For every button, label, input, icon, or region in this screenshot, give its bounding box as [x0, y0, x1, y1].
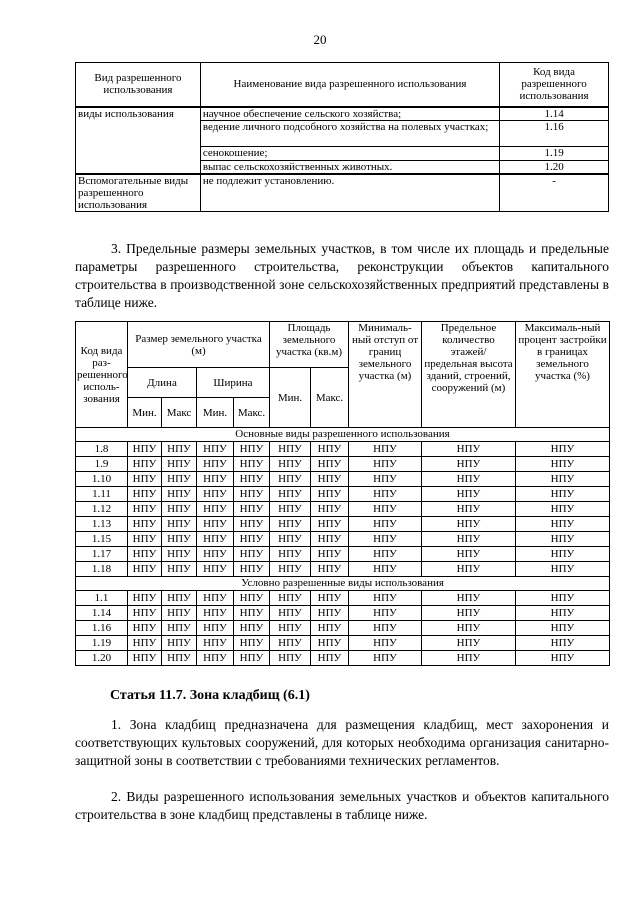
row-value: НПУ	[311, 562, 349, 577]
section-main: Основные виды разрешенного использования	[76, 428, 610, 442]
row-value: НПУ	[311, 472, 349, 487]
table-row	[76, 517, 610, 532]
row-value: НПУ	[422, 457, 516, 472]
row-value: НПУ	[270, 651, 311, 666]
row-value: НПУ	[234, 502, 270, 517]
row-value: НПУ	[270, 472, 311, 487]
row-value: НПУ	[270, 532, 311, 547]
row-value: НПУ	[516, 651, 610, 666]
section-conditional-rows	[76, 591, 610, 666]
row-value: НПУ	[311, 502, 349, 517]
row-value: НПУ	[349, 457, 422, 472]
row-value: НПУ	[349, 636, 422, 651]
table-row	[76, 562, 610, 577]
row-value: НПУ	[234, 591, 270, 606]
row-value: НПУ	[162, 621, 197, 636]
row-value: НПУ	[349, 487, 422, 502]
header-width: Ширина	[197, 368, 270, 398]
header-size: Размер земельного участка (м)	[128, 322, 270, 368]
table-row	[76, 472, 610, 487]
row-value: НПУ	[349, 621, 422, 636]
row-value: НПУ	[270, 606, 311, 621]
row-value: НПУ	[197, 591, 234, 606]
row-value: НПУ	[234, 547, 270, 562]
row-code: 1.11	[76, 487, 128, 502]
row-value: НПУ	[234, 457, 270, 472]
row-value: НПУ	[422, 502, 516, 517]
row-value: НПУ	[349, 442, 422, 457]
page-number: 20	[313, 32, 327, 47]
row-value: НПУ	[311, 547, 349, 562]
row-value: НПУ	[162, 606, 197, 621]
header-use-code: Код вида разрешенного использования	[500, 63, 609, 107]
row-value: НПУ	[197, 651, 234, 666]
row-value: НПУ	[197, 562, 234, 577]
row-value: НПУ	[349, 502, 422, 517]
header-length-max: Макс	[162, 398, 197, 428]
header-code: Код вида раз-решенного исполь-зования	[76, 322, 128, 428]
row-value: НПУ	[270, 562, 311, 577]
row-value: НПУ	[197, 547, 234, 562]
row-value: НПУ	[128, 591, 162, 606]
row-value: НПУ	[197, 606, 234, 621]
row-value: НПУ	[234, 442, 270, 457]
table-row	[76, 487, 610, 502]
table-row	[76, 547, 610, 562]
table-row	[76, 636, 610, 651]
row-value: НПУ	[234, 606, 270, 621]
row-value: НПУ	[311, 442, 349, 457]
row-value: НПУ	[128, 532, 162, 547]
row-value: НПУ	[311, 487, 349, 502]
row-value: НПУ	[162, 651, 197, 666]
row-value: НПУ	[162, 562, 197, 577]
row-value: НПУ	[422, 562, 516, 577]
row-value: НПУ	[516, 547, 610, 562]
row-value: НПУ	[270, 487, 311, 502]
header-length-min: Мин.	[128, 398, 162, 428]
header-percent: Максималь-ный процент застройки в границах земельного участка (%)	[516, 322, 610, 428]
row-value: НПУ	[128, 651, 162, 666]
row-value: НПУ	[349, 606, 422, 621]
row-value: НПУ	[349, 517, 422, 532]
row-value: НПУ	[270, 636, 311, 651]
row-value: НПУ	[162, 457, 197, 472]
row-value: НПУ	[516, 487, 610, 502]
table-row	[76, 457, 610, 472]
row-value: НПУ	[516, 442, 610, 457]
row-value: НПУ	[234, 636, 270, 651]
row-value: НПУ	[516, 636, 610, 651]
row-value: НПУ	[128, 457, 162, 472]
row-value: НПУ	[422, 472, 516, 487]
table-row	[76, 606, 610, 621]
row-code: 1.18	[76, 562, 128, 577]
header-length: Длина	[128, 368, 197, 398]
row-value: НПУ	[311, 457, 349, 472]
table-row	[76, 651, 610, 666]
section-conditional: Условно разрешенные виды использования	[76, 577, 610, 591]
row-value: НПУ	[197, 636, 234, 651]
row-value: НПУ	[516, 532, 610, 547]
row-value: НПУ	[422, 532, 516, 547]
row-code: 1.19	[76, 636, 128, 651]
row-value: НПУ	[422, 547, 516, 562]
row-value: НПУ	[270, 442, 311, 457]
permitted-use-table	[75, 62, 609, 212]
row-value: НПУ	[422, 606, 516, 621]
row-value: НПУ	[311, 651, 349, 666]
row-value: НПУ	[234, 517, 270, 532]
group2-label: Вспомогательные виды разрешенного использования	[76, 174, 201, 212]
row-value: НПУ	[128, 502, 162, 517]
header-area-min: Мин.	[270, 368, 311, 428]
row-value: НПУ	[234, 562, 270, 577]
header-width-min: Мин.	[197, 398, 234, 428]
row-code: 1.14	[76, 606, 128, 621]
row-value: НПУ	[270, 621, 311, 636]
paragraph-1: 1. Зона кладбищ предназначена для размещения кладбищ, мест захоронения и соответствующих культовых сооружений, для которых необходима организация санитарно-защитной зоны в соответствии с требованиями технических регламентов.	[75, 717, 609, 768]
row-value: НПУ	[422, 651, 516, 666]
group2-code: -	[500, 174, 609, 212]
row-value: НПУ	[162, 547, 197, 562]
row-value: НПУ	[516, 517, 610, 532]
table-row	[76, 502, 610, 517]
section-main-rows	[76, 442, 610, 577]
row-value: НПУ	[349, 591, 422, 606]
row-value: НПУ	[197, 472, 234, 487]
row-code: 1.9	[76, 457, 128, 472]
row-value: НПУ	[162, 442, 197, 457]
row-value: НПУ	[128, 442, 162, 457]
table-row-code: 1.20	[500, 160, 609, 174]
row-value: НПУ	[234, 472, 270, 487]
header-area: Площадь земельного участка (кв.м)	[270, 322, 349, 368]
row-value: НПУ	[128, 547, 162, 562]
row-value: НПУ	[128, 517, 162, 532]
paragraph-3: 3. Предельные размеры земельных участков, в том числе их площадь и предельные параметры разрешенного строительства, реконструкции объектов капитального строительства в производственной зоне сельскохозяйственных предприятий представлены в таблице ниже.	[75, 241, 609, 310]
row-code: 1.13	[76, 517, 128, 532]
group1-label: виды использования	[76, 107, 201, 174]
row-value: НПУ	[349, 532, 422, 547]
row-value: НПУ	[311, 636, 349, 651]
limits-table	[75, 321, 610, 666]
row-value: НПУ	[422, 442, 516, 457]
table-row-code: 1.16	[500, 120, 609, 146]
row-value: НПУ	[197, 532, 234, 547]
row-value: НПУ	[349, 472, 422, 487]
row-value: НПУ	[270, 547, 311, 562]
row-value: НПУ	[234, 621, 270, 636]
row-value: НПУ	[197, 487, 234, 502]
row-value: НПУ	[311, 591, 349, 606]
row-value: НПУ	[422, 487, 516, 502]
row-value: НПУ	[162, 636, 197, 651]
row-value: НПУ	[162, 517, 197, 532]
table-row	[76, 442, 610, 457]
table-row-name: научное обеспечение сельского хозяйства;	[200, 107, 499, 121]
row-value: НПУ	[516, 457, 610, 472]
table-row-name: выпас сельскохозяйственных животных.	[200, 160, 499, 174]
header-area-max: Макс.	[311, 368, 349, 428]
row-code: 1.12	[76, 502, 128, 517]
row-value: НПУ	[422, 591, 516, 606]
row-value: НПУ	[516, 562, 610, 577]
row-value: НПУ	[197, 517, 234, 532]
row-value: НПУ	[162, 591, 197, 606]
row-value: НПУ	[197, 621, 234, 636]
paragraph-2: 2. Виды разрешенного использования земельных участков и объектов капитального строительства в зоне кладбищ представлены в таблице ниже.	[75, 789, 609, 822]
header-use-type: Вид разрешенного использования	[76, 63, 201, 107]
row-value: НПУ	[311, 532, 349, 547]
row-value: НПУ	[128, 562, 162, 577]
row-value: НПУ	[422, 636, 516, 651]
row-value: НПУ	[162, 532, 197, 547]
row-value: НПУ	[349, 562, 422, 577]
row-value: НПУ	[234, 487, 270, 502]
row-value: НПУ	[270, 502, 311, 517]
table-row	[76, 621, 610, 636]
row-value: НПУ	[162, 487, 197, 502]
row-value: НПУ	[516, 591, 610, 606]
row-value: НПУ	[349, 547, 422, 562]
row-code: 1.1	[76, 591, 128, 606]
row-value: НПУ	[128, 487, 162, 502]
row-value: НПУ	[128, 636, 162, 651]
header-use-name: Наименование вида разрешенного использования	[200, 63, 499, 107]
header-width-max: Макс.	[234, 398, 270, 428]
header-setback: Минималь-ный отступ от границ земельного участка (м)	[349, 322, 422, 428]
header-floors: Предельное количество этажей/ предельная высота зданий, строений, сооружений (м)	[422, 322, 516, 428]
row-value: НПУ	[516, 621, 610, 636]
row-value: НПУ	[311, 517, 349, 532]
table-row	[76, 591, 610, 606]
row-value: НПУ	[128, 472, 162, 487]
group2-name: не подлежит установлению.	[200, 174, 499, 212]
row-value: НПУ	[128, 621, 162, 636]
row-value: НПУ	[516, 472, 610, 487]
row-value: НПУ	[422, 621, 516, 636]
row-value: НПУ	[311, 621, 349, 636]
row-code: 1.15	[76, 532, 128, 547]
row-value: НПУ	[162, 502, 197, 517]
table-row-code: 1.19	[500, 146, 609, 160]
row-value: НПУ	[516, 502, 610, 517]
row-value: НПУ	[311, 606, 349, 621]
row-code: 1.16	[76, 621, 128, 636]
row-value: НПУ	[270, 591, 311, 606]
table-row-code: 1.14	[500, 107, 609, 121]
table-row-name: ведение личного подсобного хозяйства на полевых участках;	[200, 120, 499, 146]
row-value: НПУ	[422, 517, 516, 532]
table-row-name: сенокошение;	[200, 146, 499, 160]
row-value: НПУ	[197, 457, 234, 472]
row-code: 1.10	[76, 472, 128, 487]
row-code: 1.17	[76, 547, 128, 562]
row-value: НПУ	[128, 606, 162, 621]
row-code: 1.8	[76, 442, 128, 457]
row-value: НПУ	[270, 457, 311, 472]
table-row	[76, 532, 610, 547]
article-heading: Статья 11.7. Зона кладбищ (6.1)	[110, 688, 310, 703]
row-value: НПУ	[516, 606, 610, 621]
row-value: НПУ	[234, 532, 270, 547]
row-value: НПУ	[234, 651, 270, 666]
row-code: 1.20	[76, 651, 128, 666]
row-value: НПУ	[197, 502, 234, 517]
row-value: НПУ	[349, 651, 422, 666]
row-value: НПУ	[270, 517, 311, 532]
row-value: НПУ	[162, 472, 197, 487]
row-value: НПУ	[197, 442, 234, 457]
